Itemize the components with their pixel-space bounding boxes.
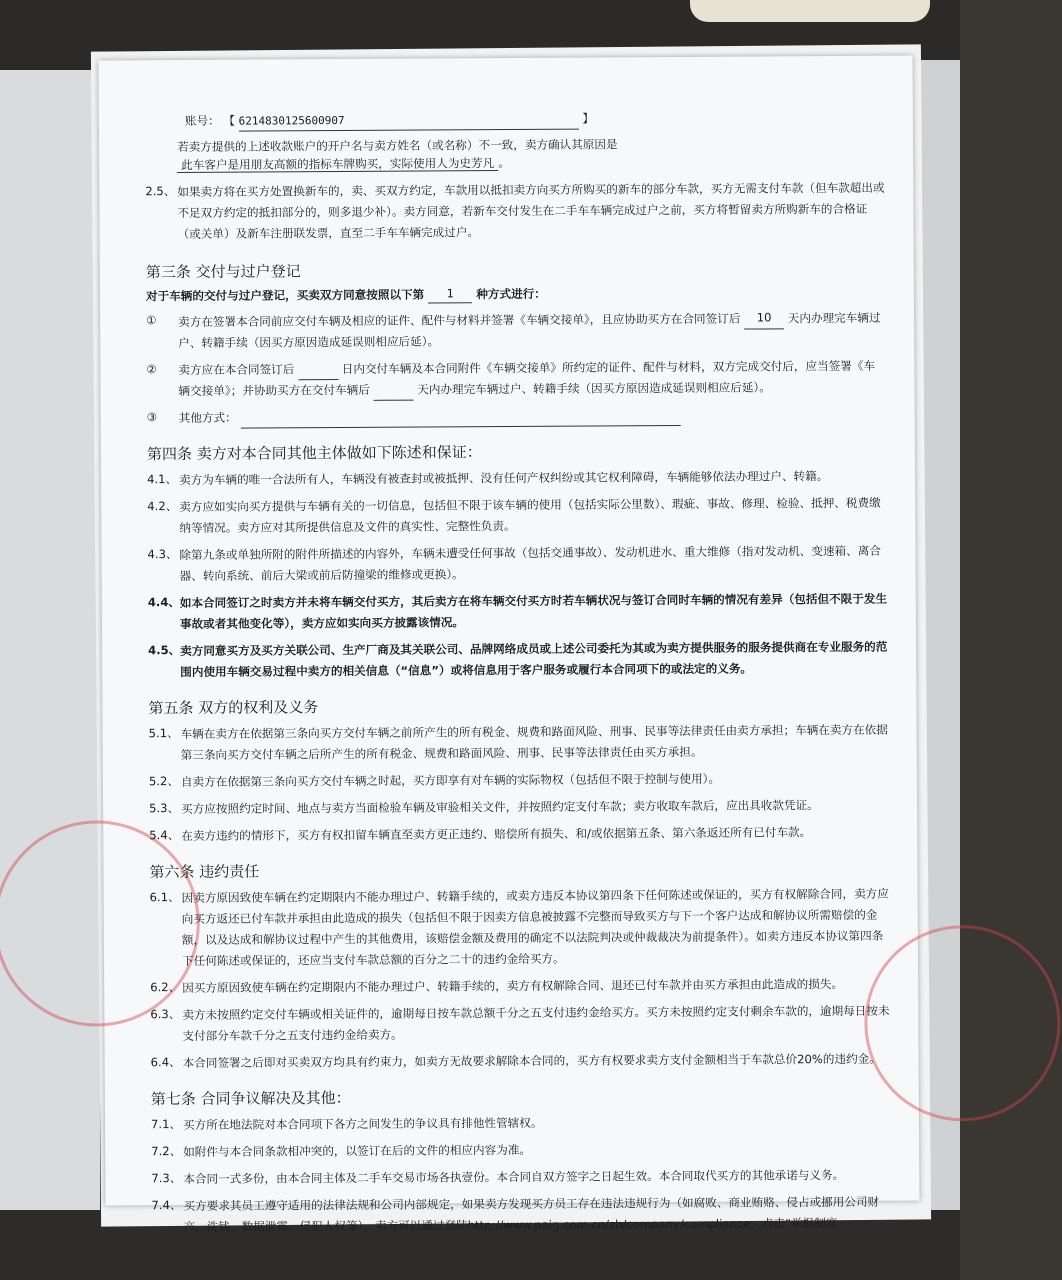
account-bracket-close: 】 bbox=[582, 111, 594, 126]
mismatch-reason: 此车客户是用朋友高额的指标车牌购买，实际使用人为史芳凡 bbox=[177, 156, 498, 173]
clause-6-3: 6.3、 卖方未按照约定交付车辆或相关证件的，逾期每日按车款总额千分之五支付违约金给买方。买方未按照约定支付剩余车款的，逾期每日按未支付部分车款千分之五支付违约金给卖方。 bbox=[150, 1003, 890, 1044]
account-line bbox=[145, 108, 885, 133]
contract-content bbox=[145, 108, 892, 1238]
background-object bbox=[690, 0, 930, 22]
other-method-blank bbox=[240, 411, 680, 429]
clause-7-1: 7.1、 买方所在地法院对本合同项下各方之间发生的争议具有排他性管辖权。 bbox=[150, 1115, 543, 1133]
clause-4-5: 4.5、 卖方同意买方及买方关联公司、生产厂商及其关联公司、品牌网络成员或上述公司委托为其或为卖方提供服务的服务提供商在专业服务的范围内使用车辆交易过程中卖方的相关信息（“信息”）或将信息用于客户服务或履行本合同项下的或法定的义务。 bbox=[148, 639, 888, 680]
clause-5-4: 5.4、 在卖方违约的情形下，买方有权扣留车辆直至卖方更正违约、赔偿所有损失、和/或依据第五条、第六条返还所有已付车款。 bbox=[149, 825, 812, 844]
days-field: 10 bbox=[744, 307, 784, 329]
article-3-option-1: ① 卖方在签署本合同前应交付车辆及相应的证件、配件与材料并签署《车辆交接单》，且应协助买方在合同签订后 10 天内办理完车辆过户、转籍手续（因买方原因造成延误则相应后延）。 bbox=[146, 307, 886, 355]
article-7-heading: 第七条 合同争议解决及其他： bbox=[150, 1088, 351, 1109]
clause-6-1: 6.1、 因卖方原因致使车辆在约定期限内不能办理过户、转籍手续的，或卖方违反本协议第四条下任何陈述或保证的，买方有权解除合同，卖方应向买方返还已付车款并承担由此造成的损失（包括但不限于因卖方信息被披露不完整而导致买方与下一个客户达成和解协议所需赔偿的金额，以及达成和解协议过程中产生的其他费用，该赔偿金额及费用的确定不以法院判决或仲裁裁决为前提条件）。如卖方违反本协议第四条下任何陈述或保证的，还应当支付车款总额的百分之二十的违约金给买方。 bbox=[149, 886, 889, 969]
red-seal-right bbox=[864, 925, 1061, 1122]
background-left-sheet bbox=[0, 70, 100, 1280]
clause-7-3: 7.3、 本合同一式多份，由本合同主体及二手车交易市场各执壹份。本合同自双方签字之日起生效。本合同取代买方的其他承诺与义务。 bbox=[151, 1167, 845, 1186]
article-3-intro: 对于车辆的交付与过户登记，买卖双方同意按照以下第 1 种方式进行： bbox=[146, 282, 886, 306]
account-bracket-open: 【 bbox=[223, 113, 236, 128]
clause-5-3: 5.3、 买方应按照约定时间、地点与卖方当面检验车辆及审验相关文件，并按照约定支付车款；卖方收取车款后，应出具收款凭证。 bbox=[149, 798, 819, 817]
article-3-option-2: ② 卖方应在本合同签订后 日内交付车辆及本合同附件《车辆交接单》所约定的证件、配件与材料，双方完成交付后，应当签署《车辆交接单》；并协助买方在交付车辆后 天内办理完车辆过户、转籍手续（因买方原因造成延误则相应后延）。 bbox=[146, 356, 886, 403]
clause-5-1: 5.1、 车辆在卖方在依据第三条向买方交付车辆之前所产生的所有税金、规费和路面风险、刑事、民事等法律责任由卖方承担；车辆在卖方在依据第三条向买方交付车辆之后所产生的所有税金、规费和路面风险、刑事、民事等法律责任由买方承担。 bbox=[148, 722, 888, 763]
article-6-heading: 第六条 违约责任 bbox=[149, 862, 260, 882]
contract-page bbox=[99, 56, 920, 1234]
clause-4-1: 4.1、 卖方为车辆的唯一合法所有人，车辆没有被查封或被抵押、没有任何产权纠纷或其它权利障碍，车辆能够依法办理过户、转籍。 bbox=[147, 469, 829, 488]
clause-7-2: 7.2、 如附件与本合同条款相冲突的，以签订在后的文件的相应内容为准。 bbox=[151, 1142, 532, 1159]
name-mismatch-reason-line: 此车客户是用朋友高额的指标车牌购买，实际使用人为史芳凡 。 bbox=[145, 152, 885, 175]
delivery-days-blank bbox=[298, 365, 338, 380]
article-4-heading: 第四条 卖方对本合同其他主体做如下陈述和保证： bbox=[146, 443, 482, 464]
article-3-option-3: ③ 其他方式： bbox=[147, 404, 887, 430]
clause-2-5: 2.5、 如果卖方将在买方处置换新车的，卖、买双方约定，车款用以抵扣卖方向买方所购买的新车的部分车款，买方无需支付车款（但车款超出或不足双方约定的抵扣部分的，则多退少补）。卖方同意，若新车交付发生在二手车车辆完成过户之前，买方将暂留卖方所购新车的合格证（或关单）及新车注册联发票，直至二手车车辆完成过户。 bbox=[145, 178, 885, 246]
account-label: 账号： bbox=[184, 113, 220, 128]
name-mismatch-line: 若卖方提供的上述收款账户的开户名与卖方姓名（或名称）不一致，卖方确认其原因是 bbox=[176, 137, 618, 155]
clause-4-4: 4.4、 如本合同签订之时卖方并未将车辆交付买方，其后卖方在将车辆交付买方时若车辆状况与签订合同时车辆的情况有差异（包括但不限于发生事故或者其他变化等），卖方应如实向买方披露该情况。 bbox=[147, 591, 888, 632]
clause-5-2: 5.2、 自卖方在依据第三条向买方交付车辆之时起，买方即享有对车辆的实际物权（包括但不限于控制与使用）。 bbox=[148, 771, 721, 790]
clause-4-3: 4.3、 除第九条或单独所附的附件所描述的内容外，车辆未遭受任何事故（包括交通事故）、发动机进水、重大维修（指对发动机、变速箱、离合器、转向系统、前后大梁或前后防撞梁的维修或更换）。 bbox=[147, 543, 881, 584]
account-number: 6214830125600907 bbox=[239, 111, 579, 132]
method-choice: 1 bbox=[428, 284, 472, 303]
article-3-heading: 第三条 交付与过户登记 bbox=[145, 262, 301, 282]
clause-6-2: 6.2、 因买方原因致使车辆在约定期限内不能办理过户、转籍手续的，卖方有权解除合同、退还已付车款并由买方承担由此造成的损失。 bbox=[150, 976, 844, 996]
clause-7-4: 7.4、 买方要求其员工遵守适用的法律法规和公司内部规定，如果卖方发现买方员工存在违法违规行为（如腐败、商业贿赂、侵占或挪用公司财产、洗钱、数据泄露、侵犯人权等），卖方可以通过登陆http://www.paig.com.cn/zh/company/compliance，点击“举报制度 bbox=[151, 1194, 880, 1234]
clause-4-2: 4.2、 卖方应如实向买方提供与车辆有关的一切信息，包括但不限于该车辆的使用（包括实际公里数）、瑕疵、事故、修理、检验、抵押、税费缴纳等情况。卖方应对其所提供信息及文件的真实性、完整性负责。 bbox=[147, 495, 881, 536]
transfer-days-blank bbox=[373, 386, 413, 401]
article-5-heading: 第五条 双方的权利及义务 bbox=[148, 698, 319, 718]
clause-6-4: 6.4、 本合同签署之后即对买卖双方均具有约束力，如卖方无故要求解除本合同的，买方有权要求卖方支付金额相当于车款总价20%的违约金。 bbox=[150, 1051, 881, 1071]
clause-text: 如果卖方将在买方处置换新车的，卖、买双方约定，车款用以抵扣卖方向买方所购买的新车的部分车款，买方无需支付车款（但车款超出或不足双方约定的抵扣部分的，则多退少补）。卖方同意，若新车交付发生在二手车车辆完成过户之前，买方将暂留卖方所购新车的合格证（或关单）及新车注册联发票，直至二手车车辆完成过户。 bbox=[177, 180, 885, 242]
